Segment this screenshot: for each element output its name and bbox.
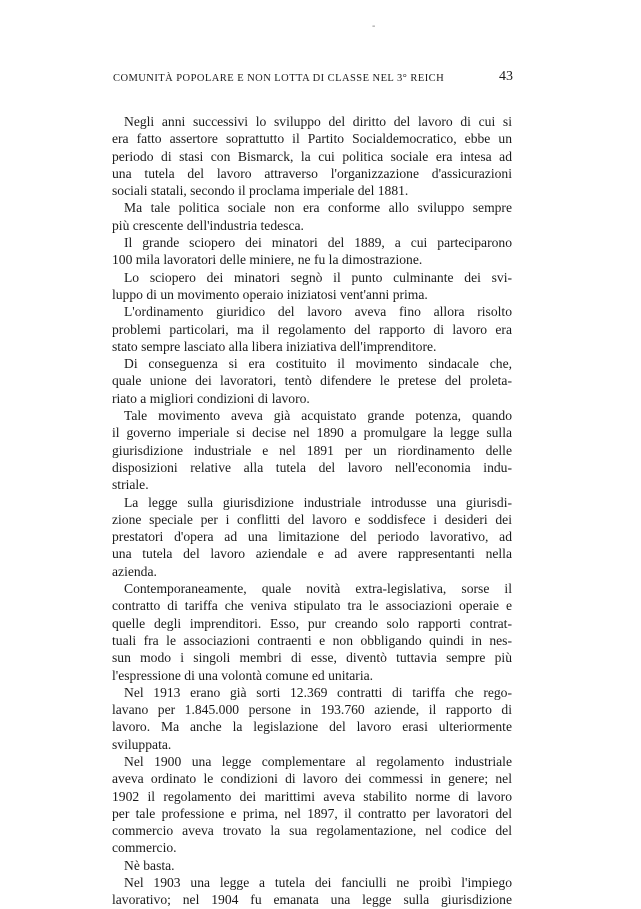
- text-line: lavoro. Ma anche la legislazione del lavoro erasi ulteriormente: [112, 719, 512, 735]
- text-line: contratto di tariffa che veniva stipulato tra le associazioni operaie e: [112, 598, 512, 614]
- print-speck: -: [372, 21, 376, 32]
- text-line: Nè basta.: [124, 857, 175, 873]
- text-line: una tutela del lavoro attraverso l'organizzazione d'assicurazioni: [112, 165, 512, 181]
- text-line: L'ordinamento giuridico del lavoro aveva fino allora risolto: [124, 304, 512, 320]
- text-line: sun modo i singoli membri di esse, diventò tuttavia sempre più: [112, 650, 512, 666]
- text-line: 100 mila lavoratori delle miniere, ne fu la dimostrazione.: [112, 252, 423, 268]
- text-line: una tutela del lavoro aziendale e ad avere rappresentanti nella: [112, 546, 512, 562]
- text-line: disposizioni relative alla tutela del lavoro nell'economia indu-: [112, 459, 512, 475]
- page-number: 43: [499, 69, 513, 84]
- text-line: aveva ordinato le condizioni di lavoro dei commessi in genere; nel: [112, 771, 512, 787]
- text-line: giurisdizione industriale e nel 1891 per un riordinamento delle: [112, 442, 512, 458]
- text-line: lavorativo; nel 1904 fu emanata una legge sulla giurisdizione: [112, 892, 512, 908]
- text-line: Nel 1903 una legge a tutela dei fanciulli ne proibì l'impiego: [124, 875, 512, 891]
- running-title: COMUNITÀ POPOLARE E NON LOTTA DI CLASSE NEL 3° REICH: [113, 73, 445, 84]
- body-text: [112, 113, 512, 909]
- text-line: 1902 il regolamento dei marittimi aveva stabilito norme di lavoro: [112, 788, 512, 804]
- text-line: riato a migliori condizioni di lavoro.: [112, 390, 310, 406]
- text-line: Il grande sciopero dei minatori del 1889, a cui parteciparono: [124, 235, 512, 251]
- text-line: tuali fra le associazioni contraenti e non obbligando quindi in nes-: [112, 632, 512, 648]
- text-line: il governo imperiale si decise nel 1890 a promulgare la legge sulla: [112, 425, 512, 441]
- text-line: quale unione dei lavoratori, tentò difendere le pretese del proleta-: [112, 373, 512, 389]
- text-line: Di conseguenza si era costituito il movimento sindacale che,: [124, 356, 512, 372]
- text-line: Contemporaneamente, quale novità extra-legislativa, sorse il: [124, 581, 512, 597]
- text-line: l'espressione di una volontà comune ed unitaria.: [112, 667, 374, 683]
- text-line: periodo di stasi con Bismarck, la cui politica sociale era intesa ad: [112, 148, 512, 164]
- text-line: sviluppata.: [112, 736, 172, 752]
- text-line: Lo sciopero dei minatori segnò il punto culminante dei svi-: [124, 269, 512, 285]
- text-line: Nel 1900 una legge complementare al regolamento industriale: [124, 753, 512, 769]
- running-header: [113, 69, 513, 86]
- text-line: azienda.: [112, 563, 157, 579]
- text-line: lavano per 1.845.000 persone in 193.760 aziende, il rapporto di: [112, 702, 512, 718]
- text-line: commercio aveva trovato la sua regolamentazione, nel codice del: [112, 823, 512, 839]
- text-line: Ma tale politica sociale non era conforme allo sviluppo sempre: [124, 200, 512, 216]
- text-line: La legge sulla giurisdizione industriale introdusse una giurisdi-: [124, 494, 512, 510]
- text-line: Tale movimento aveva già acquistato grande potenza, quando: [124, 408, 512, 424]
- text-line: prestatori d'opera ad una limitazione del periodo lavorativo, ad: [112, 529, 512, 545]
- text-line: più crescente dell'industria tedesca.: [112, 217, 304, 233]
- text-line: luppo di un movimento operaio iniziatosi vent'anni prima.: [112, 286, 428, 302]
- text-line: Nel 1913 erano già sorti 12.369 contratti di tariffa che rego-: [124, 684, 512, 700]
- text-line: commercio.: [112, 840, 177, 856]
- text-line: problemi particolari, ma il regolamento del rapporto di lavoro era: [112, 321, 512, 337]
- text-line: stato sempre lasciato alla libera iniziativa dell'imprenditore.: [112, 338, 437, 354]
- text-line: era fatto assertore soprattutto il Partito Socialdemocratico, ebbe un: [112, 131, 512, 147]
- text-line: Negli anni successivi lo sviluppo del diritto del lavoro di cui si: [124, 114, 512, 129]
- text-line: quelle degli imprenditori. Esso, pur creando solo rapporti contrat-: [112, 615, 512, 631]
- text-line: per tale professione e prima, nel 1897, il contratto per lavoratori del: [112, 805, 512, 821]
- text-line: zione speciale per i conflitti del lavoro e soddisfece i desideri dei: [112, 511, 512, 527]
- text-line: striale.: [112, 477, 149, 493]
- text-line: sociali statali, secondo il proclama imperiale del 1881.: [112, 183, 409, 199]
